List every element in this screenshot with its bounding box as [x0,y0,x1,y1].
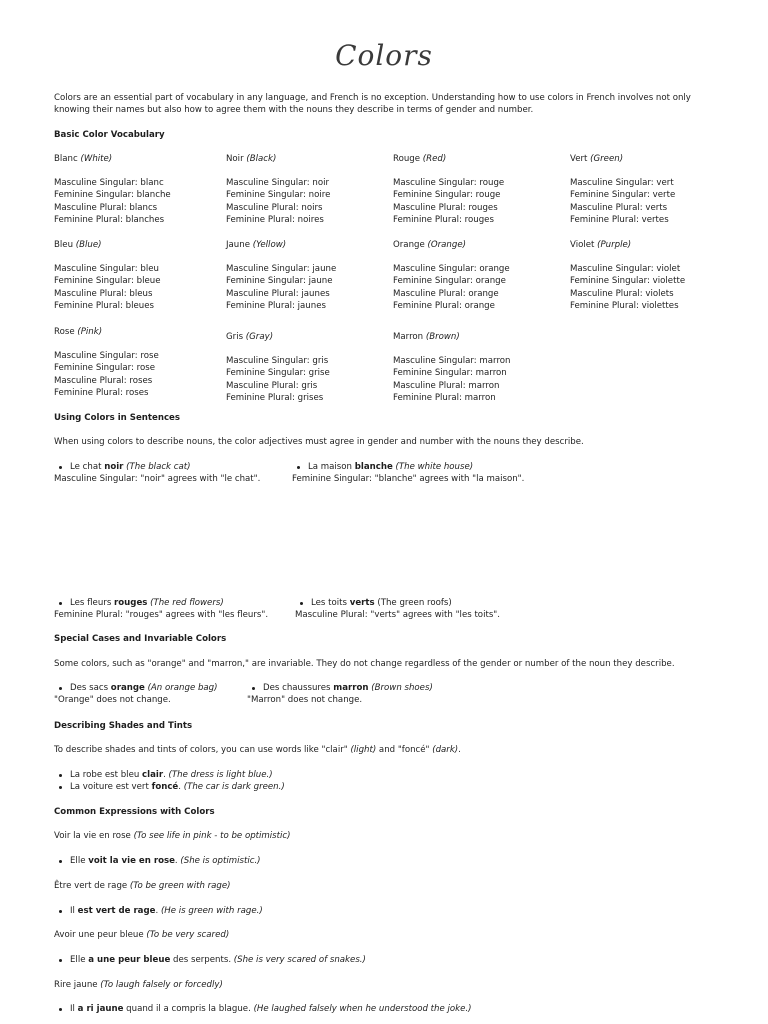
sentences-paragraph: When using colors to describe nouns, the color adjectives must agree in gender and number with the nouns they describe. [54,437,584,447]
list-item: Il a ri jaune quand il a compris la blague. (He laughed falsely when he understood the joke.) [54,1003,471,1015]
shades-list [54,769,285,793]
color-block-marron: Marron (Brown) Masculine Singular: marron Feminine Singular: marron Masculine Plural: marron Feminine Plural: marron [393,332,511,403]
color-block-orange: Orange (Orange) Masculine Singular: orange Feminine Singular: orange Masculine Plural: orange Feminine Plural: orange [393,240,510,311]
color-block-gris: Gris (Gray) Masculine Singular: gris Feminine Singular: grise Masculine Plural: gris Feminine Plural: grises [226,332,330,403]
color-block-rouge: Rouge (Red) Masculine Singular: rouge Feminine Singular: rouge Masculine Plural: rouges Feminine Plural: rouges [393,154,505,225]
color-block-bleu: Bleu (Blue) Masculine Singular: bleu Feminine Singular: bleue Masculine Plural: bleus Feminine Plural: bleues [54,240,161,311]
expression-voir-la-vie-en-rose: Voir la vie en rose (To see life in pink - to be optimistic) [54,831,291,841]
list-item: La robe est bleu clair. (The dress is light blue.) [54,769,285,781]
page-title: Colors [335,39,433,72]
list-item: Elle voit la vie en rose. (She is optimistic.) [54,855,261,867]
color-block-jaune: Jaune (Yellow) Masculine Singular: jaune Feminine Singular: jaune Masculine Plural: jaunes Feminine Plural: jaunes [226,240,337,311]
example-le-chat-noir: Le chat noir (The black cat) Masculine Singular: "noir" agrees with "le chat". [54,462,261,485]
list-item: Il est vert de rage. (He is green with rage.) [54,905,263,917]
color-block-rose: Rose (Pink) Masculine Singular: rose Feminine Singular: rose Masculine Plural: roses Feminine Plural: roses [54,327,159,398]
list-item: Elle a une peur bleue des serpents. (She is very scared of snakes.) [54,954,366,966]
color-block-violet: Violet (Purple) Masculine Singular: violet Feminine Singular: violette Masculine Plural: violets Feminine Plural: violettes [570,240,686,311]
list-item: La voiture est vert foncé. (The car is dark green.) [54,781,285,793]
color-block-vert: Vert (Green) Masculine Singular: vert Feminine Singular: verte Masculine Plural: verts Feminine Plural: vertes [570,154,676,225]
shades-paragraph: To describe shades and tints of colors, you can use words like "clair" (light) and "foncé" (dark). [54,745,461,755]
expression-example-list [54,1003,471,1015]
sentences-heading: Using Colors in Sentences [54,413,180,423]
shades-heading: Describing Shades and Tints [54,721,193,731]
special-heading: Special Cases and Invariable Colors [54,634,227,644]
example-les-fleurs-rouges: Les fleurs rouges (The red flowers) Feminine Plural: "rouges" agrees with "les fleurs". [54,598,269,621]
intro-paragraph: Colors are an essential part of vocabulary in any language, and French is no exception. Understanding how to use colors in French involves not only knowing their names but also how to agree them with the nouns they describe in terms of gender and number. [54,93,691,116]
expression-example-list [54,954,366,966]
example-des-chaussures-marron: Des chaussures marron (Brown shoes) "Marron" does not change. [247,683,433,706]
color-block-noir: Noir (Black) Masculine Singular: noir Feminine Singular: noire Masculine Plural: noirs Feminine Plural: noires [226,154,331,225]
expressions-heading: Common Expressions with Colors [54,807,215,817]
special-paragraph: Some colors, such as "orange" and "marron," are invariable. They do not change regardless of the gender or number of the noun they describe. [54,659,675,669]
expression-etre-vert-de-rage: Être vert de rage (To be green with rage) [54,881,231,891]
expression-example-list [54,905,263,917]
example-les-toits-verts: Les toits verts (The green roofs) Masculine Plural: "verts" agrees with "les toits". [295,598,500,621]
expression-example-list [54,855,261,867]
color-block-blanc: Blanc (White) Masculine Singular: blanc Feminine Singular: blanche Masculine Plural: blancs Feminine Plural: blanches [54,154,171,225]
expression-avoir-une-peur-bleue: Avoir une peur bleue (To be very scared) [54,930,230,940]
example-la-maison-blanche: La maison blanche (The white house) Feminine Singular: "blanche" agrees with "la maison". [292,462,525,485]
expression-rire-jaune: Rire jaune (To laugh falsely or forcedly) [54,980,223,990]
example-des-sacs-orange: Des sacs orange (An orange bag) "Orange" does not change. [54,683,218,706]
basic-vocab-heading: Basic Color Vocabulary [54,130,165,140]
